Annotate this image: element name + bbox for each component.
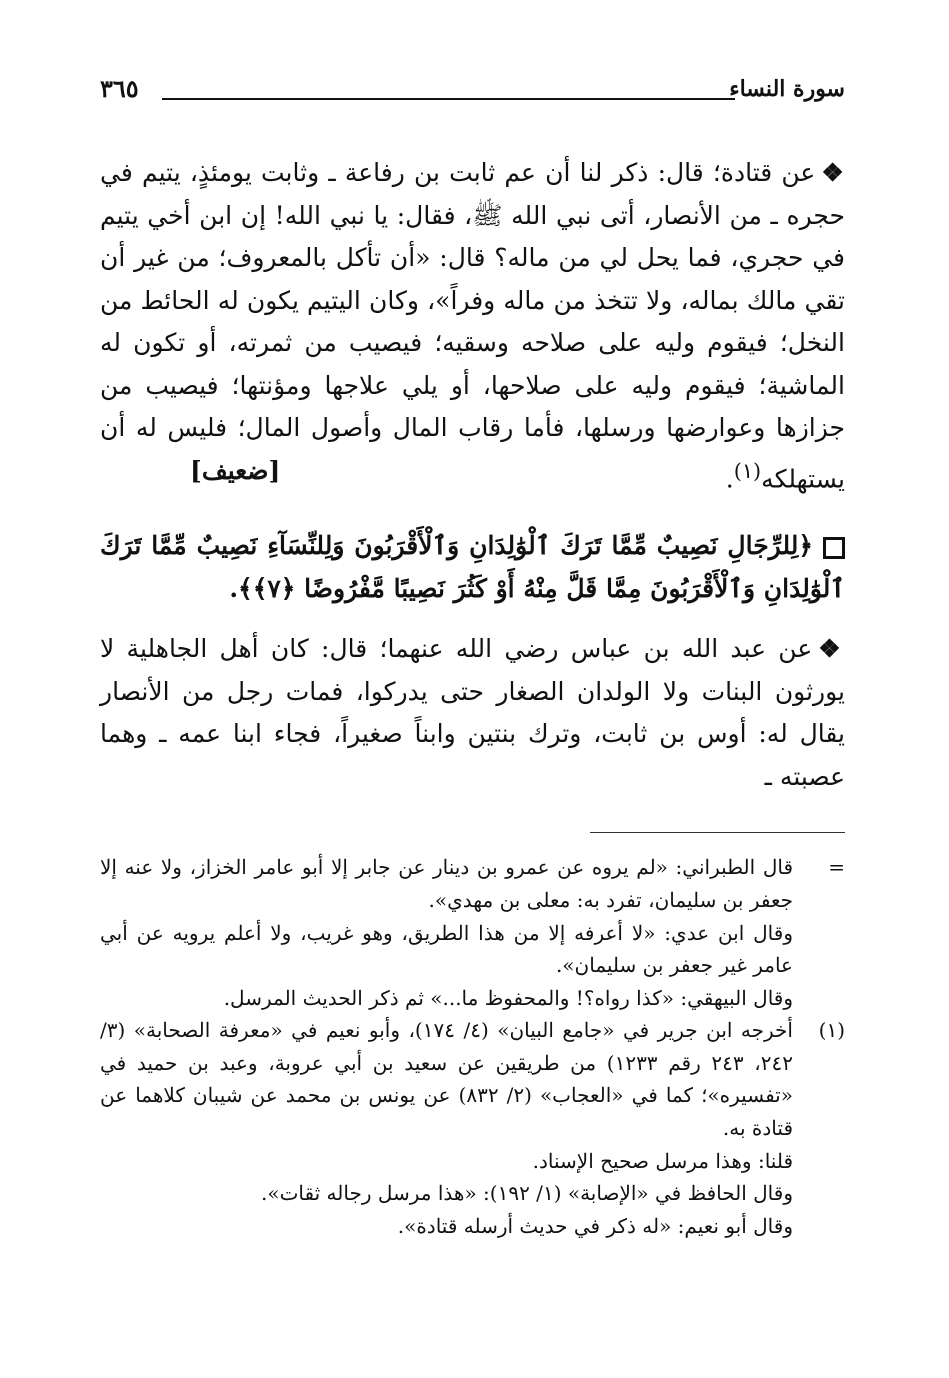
footnote-number: (١) <box>818 1018 845 1043</box>
footnote-line: قلنا: وهذا مرسل صحيح الإسناد. <box>532 1148 793 1173</box>
header-rule <box>162 98 735 100</box>
footnote-line: وقال البيهقي: «كذا رواه؟! والمحفوظ ما...» ثم ذكر الحديث المرسل. <box>223 985 793 1010</box>
paragraph-text: عن قتادة؛ قال: ذكر لنا أن عم ثابت بن رفاعة ـ وثابت يومئذٍ، يتيم في حجره ـ من الأنصار، أتى نبي الله ﷺ، فقال: يا نبي الله! إن ابن أخي يتيم في حجري، فما يحل لي من ماله؟ قال: «أن تأكل بالمعروف؛ من غير أن تقي مالك بماله، ولا تتخذ من ماله وفراً»، وكان اليتيم يكون له الحائط من النخل؛ فيقوم وليه على صلاحه وسقيه؛ فيصيب من ثمرته، أو تكون له الماشية؛ فيقوم وليه على صلاحها، أو يلي علاجها ومؤنتها؛ فيصيب من جزازها وعوارضها ورسلها، فأما رقاب المال وأصول المال؛ فليس له أن يستهلكه <box>100 158 845 493</box>
grade-label: [ضعيف] <box>190 455 281 485</box>
page-number: ٣٦٥ <box>100 74 139 103</box>
footnotes <box>100 851 845 1242</box>
page-header <box>100 70 845 114</box>
hadith-paragraph-qatada <box>100 152 845 500</box>
square-bullet-icon <box>823 537 845 559</box>
verse-text: ﴿لِلرِّجَالِ نَصِيبٌ مِّمَّا تَرَكَ ٱلْوَٰلِدَانِ وَٱلْأَقْرَبُونَ وَلِلنِّسَآءِ نَصِيبٌ مِّمَّا تَرَكَ ٱلْوَٰلِدَانِ وَٱلْأَقْرَبُونَ مِمَّا قَلَّ مِنْهُ أَوْ كَثُرَ نَصِيبًا مَّفْرُوضًا ﴿٧﴾﴾. <box>100 531 845 604</box>
footnote-line: أخرجه ابن جرير في «جامع البيان» (٤/ ١٧٤)، وأبو نعيم في «معرفة الصحابة» (٣/ ٢٤٢، ٢٤٣ رقم ١٢٣٣) من طريقين عن سعيد بن أبي عروبة، وعبد بن حميد في «تفسيره»؛ كما في «العجاب» (٢/ ٨٣٢) عن يونس بن محمد عن شيبان كلاهما عن قتادة به. <box>100 1018 793 1141</box>
book-page <box>100 70 845 1242</box>
quran-verse <box>100 524 845 610</box>
diamond-bullet-icon: ❖ <box>821 158 845 187</box>
footnote-1 <box>100 1014 845 1242</box>
continuation-mark: = <box>828 855 845 880</box>
footnote-line: وقال ابن عدي: «لا أعرفه إلا من هذا الطريق، وهو غريب، ولا أعلم يرويه عن أبي عامر غير جعفر بن سليمان». <box>100 920 793 978</box>
diamond-bullet-icon: ❖ <box>818 634 845 664</box>
hadith-paragraph-ibn-abbas <box>100 628 845 798</box>
footnote-line: وقال الحافظ في «الإصابة» (١/ ١٩٢): «هذا مرسل رجاله ثقات». <box>261 1181 793 1206</box>
footnote-ref: (١) <box>733 458 762 483</box>
paragraph-end: . <box>725 463 734 493</box>
surah-title: سورة النساء <box>729 76 845 102</box>
footnote-line: قال الطبراني: «لم يروه عن عمرو بن دينار عن جابر إلا أبو عامر الخزاز، ولا عنه إلا جعفر بن سليمان، تفرد به: معلى بن مهدي». <box>100 855 793 912</box>
footnote-continuation <box>100 851 845 1014</box>
footnote-line: وقال أبو نعيم: «له ذكر في حديث أرسله قتادة». <box>397 1213 793 1238</box>
footnote-separator <box>590 832 845 833</box>
paragraph-text: عن عبد الله بن عباس رضي الله عنهما؛ قال: كان أهل الجاهلية لا يورثون البنات ولا الولدان الصغار حتى يدركوا، فمات رجل من الأنصار يقال له: أوس بن ثابت، وترك بنتين وابناً صغيراً، فجاء ابنا عمه ـ وهما عصبته ـ <box>100 634 845 791</box>
